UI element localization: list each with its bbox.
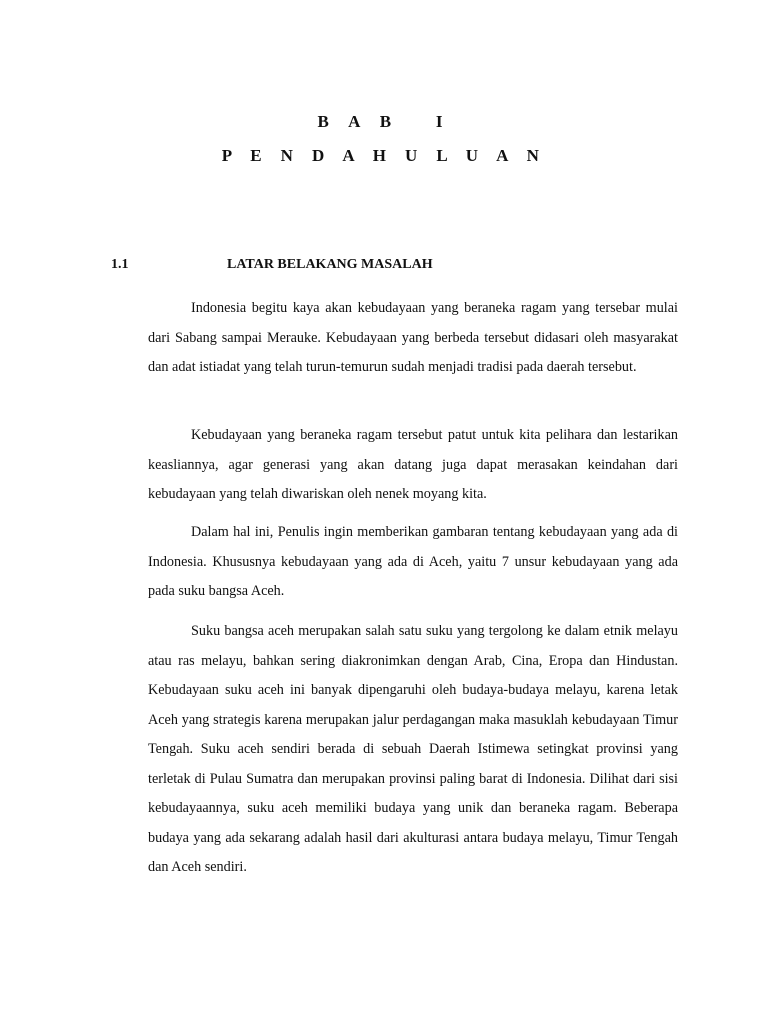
paragraph-3-text: Dalam hal ini, Penulis ingin memberikan gambaran tentang kebudayaan yang ada di Indonesia. Khususnya kebudayaan yang ada di Aceh, yaitu 7 unsur kebudayaan yang ada pada suku bangsa Aceh. — [148, 524, 678, 599]
section-number: 1.1 — [111, 257, 129, 272]
paragraph-2 — [148, 421, 678, 510]
paragraph-2-text: Kebudayaan yang beraneka ragam tersebut patut untuk kita pelihara dan lestarikan keasliannya, agar generasi yang akan datang juga dapat merasakan keindahan dari kebudayaan yang telah diwariskan oleh nenek moyang kita. — [148, 427, 678, 502]
chapter-title: P E N D A H U L U A N — [221, 146, 547, 165]
paragraph-3 — [148, 518, 678, 607]
paragraph-4-text: Suku bangsa aceh merupakan salah satu suku yang tergolong ke dalam etnik melayu atau ras melayu, bahkan sering diakronimkan dengan Arab, Cina, Eropa dan Hindustan. Kebudayaan suku aceh ini banyak dipengaruhi oleh budaya-budaya melayu, karena letak Aceh yang strategis karena merupakan jalur perdagangan maka masuklah kebudayaan Timur Tengah. Suku aceh sendiri berada di sebuah Daerah Istimewa setingkat provinsi yang terletak di Pulau Sumatra dan merupakan provinsi paling barat di Indonesia. Dilihat dari sisi kebudayaannya, suku aceh memiliki budaya yang unik dan beraneka ragam. Beberapa budaya yang ada sekarang adalah hasil dari akulturasi antara budaya melayu, Timur Tengah dan Aceh sendiri. — [148, 623, 678, 875]
section-title: LATAR BELAKANG MASALAH — [227, 257, 433, 272]
paragraph-1 — [148, 294, 678, 383]
paragraph-1-text: Indonesia begitu kaya akan kebudayaan yang beraneka ragam yang tersebar mulai dari Sabang sampai Merauke. Kebudayaan yang berbeda tersebut didasari oleh masyarakat dan adat istiadat yang telah turun-temurun sudah menjadi tradisi pada daerah tersebut. — [148, 300, 678, 375]
paragraph-4 — [148, 617, 678, 883]
chapter-number: B A B I — [317, 112, 451, 131]
